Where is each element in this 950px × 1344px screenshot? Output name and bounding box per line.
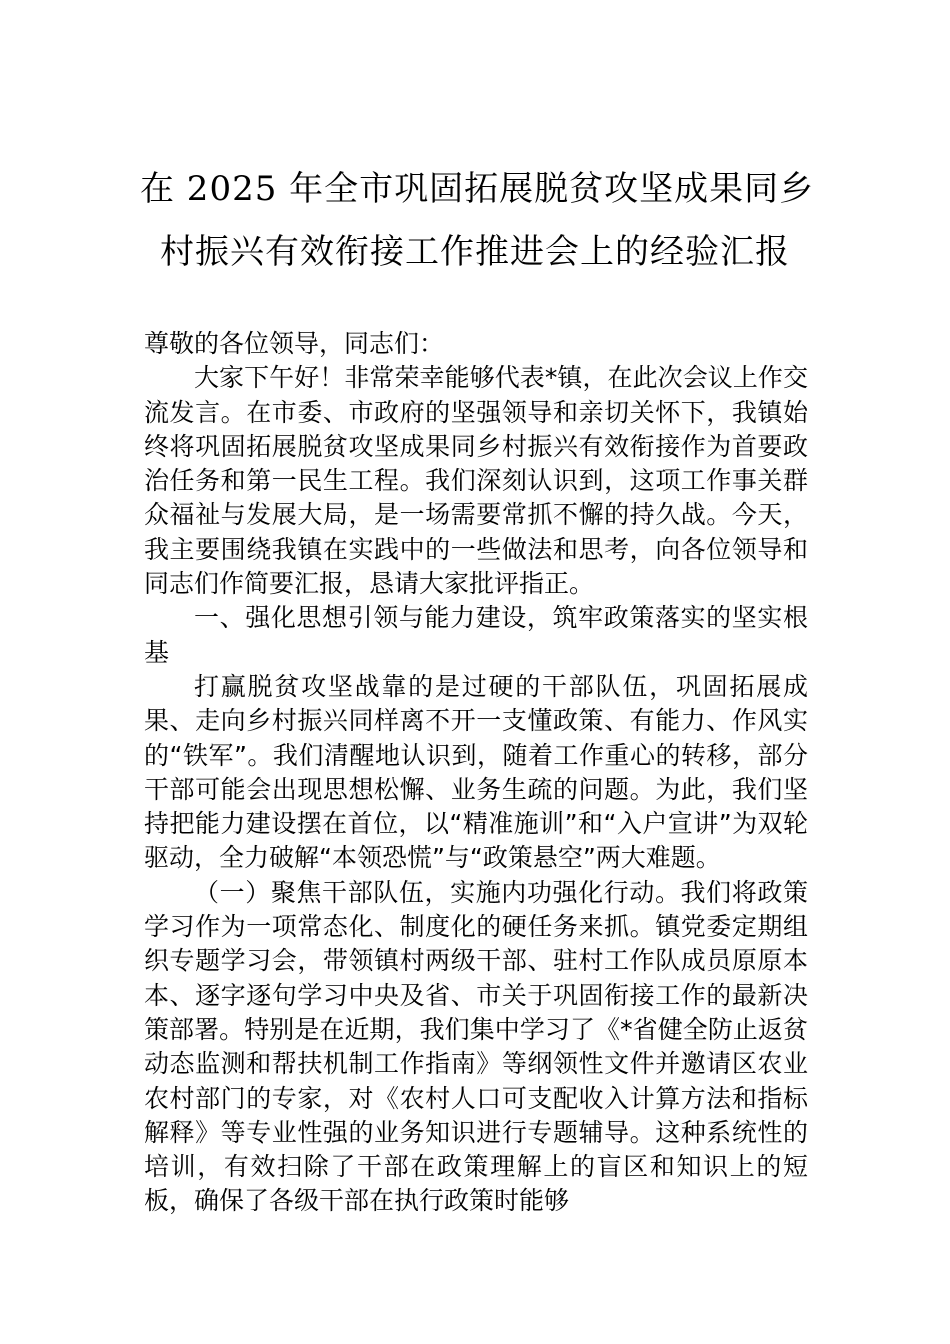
paragraph-section-1: 打赢脱贫攻坚战靠的是过硬的干部队伍，巩固拓展成果、走向乡村振兴同样离不开一支懂政策、有能力、作风实的“铁军”。我们清醒地认识到，随着工作重心的转移，部分干部可能会出现思想松懈、业务生疏的问题。为此，我们坚持把能力建设摆在首位，以“精准施训”和“入户宣讲”为双轮驱动，全力破解“本领恐慌”与“政策悬空”两大难题。 bbox=[144, 671, 808, 873]
paragraph-subsection-1: （一）聚焦干部队伍，实施内功强化行动。我们将政策学习作为一项常态化、制度化的硬任务来抓。镇党委定期组织专题学习会，带领镇村两级干部、驻村工作队成员原原本本、逐字逐句学习中央及省、市关于巩固衔接工作的最新决策部署。特别是在近期，我们集中学习了《*省健全防止返贫动态监测和帮扶机制工作指南》等纲领性文件并邀请区农业农村部门的专家，对《农村人口可支配收入计算方法和指标解释》等专业性强的业务知识进行专题辅导。这种系统性的培训，有效扫除了干部在政策理解上的盲区和知识上的短板，确保了各级干部在执行政策时能够 bbox=[144, 877, 808, 1216]
document-title bbox=[140, 158, 815, 284]
paragraph-opening: 大家下午好！非常荣幸能够代表*镇，在此次会议上作交流发言。在市委、市政府的坚强领导和亲切关怀下，我镇始终将巩固拓展脱贫攻坚成果同乡村振兴有效衔接作为首要政治任务和第一民生工程。我们深刻认识到，这项工作事关群众福祉与发展大局，是一场需要常抓不懈的持久战。今天，我主要围绕我镇在实践中的一些做法和思考，向各位领导和同志们作简要汇报，恳请大家批评指正。 bbox=[144, 363, 808, 599]
document-body bbox=[144, 327, 808, 1219]
salutation: 尊敬的各位领导，同志们： bbox=[144, 329, 445, 358]
section-heading-1: 一、强化思想引领与能力建设，筑牢政策落实的坚实根基 bbox=[144, 603, 808, 667]
title-line-1: 在 2025 年全市巩固拓展脱贫攻坚成果同乡 bbox=[140, 169, 815, 209]
title-line-2: 村振兴有效衔接工作推进会上的经验汇报 bbox=[160, 232, 790, 272]
